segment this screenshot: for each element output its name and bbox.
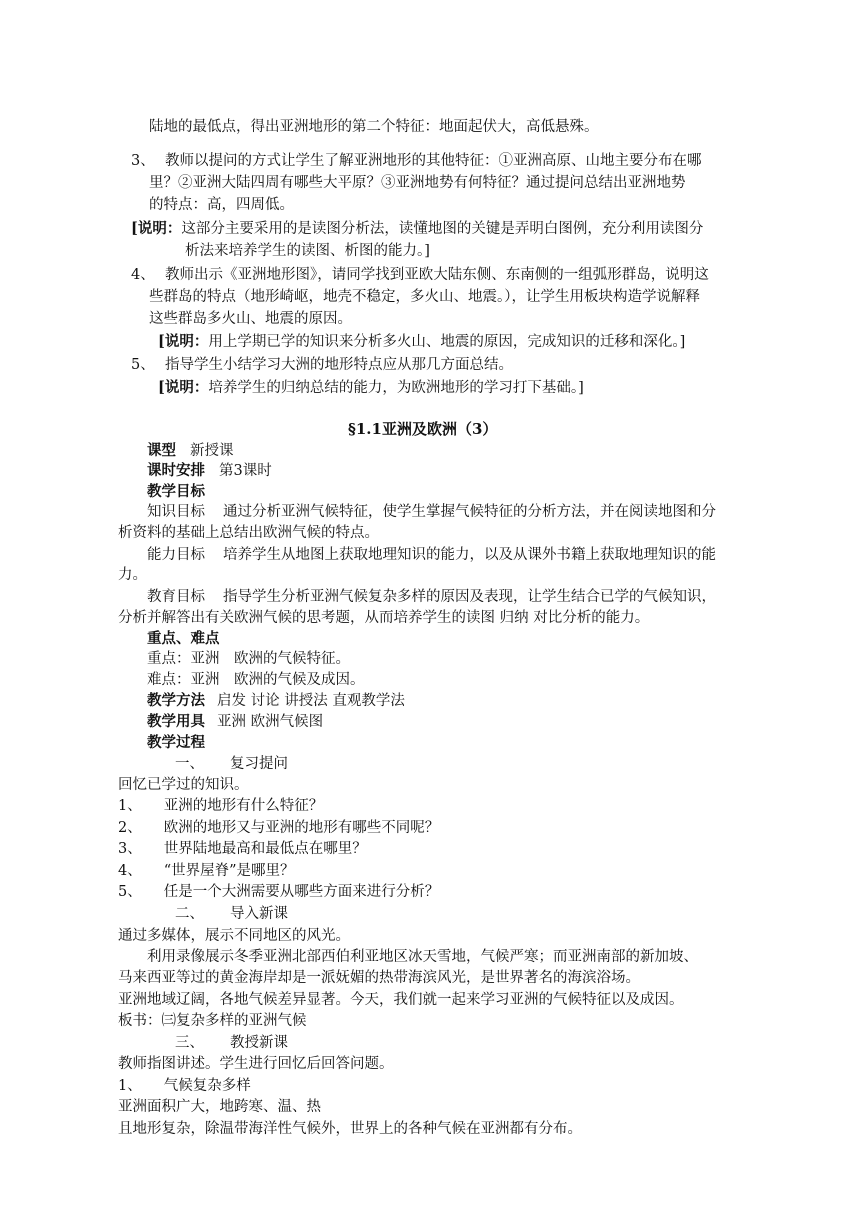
list-item-text: 这些群岛多火山、地震的原因。 bbox=[149, 311, 352, 327]
goal-label: 能力目标 bbox=[147, 547, 205, 563]
paragraph: 且地形复杂，除温带海洋性气候外，世界上的各种气候在亚洲都有分布。 bbox=[118, 1121, 582, 1137]
question-text: 欧洲的地形又与亚洲的地形有哪些不同呢？ bbox=[163, 820, 440, 836]
goal-text: 培养学生从地图上获取地理知识的能力，以及从课外书籍上获取地理知识的能 bbox=[223, 547, 716, 563]
note-line bbox=[158, 377, 584, 399]
note-text: 析法来培养学生的读图、析图的能力。] bbox=[185, 243, 430, 259]
question-text: 世界陆地最高和最低点在哪里？ bbox=[163, 841, 367, 857]
subsection-number: 1、 bbox=[118, 1078, 142, 1094]
paragraph: 马来西亚等过的黄金海岸却是一派妩媚的热带海滨风光，是世界著名的海滨浴场。 bbox=[118, 970, 640, 986]
key-point: 重点：亚洲 欧洲的气候特征。 bbox=[147, 651, 350, 667]
blackboard-note: 板书：㈢复杂多样的亚洲气候 bbox=[118, 1013, 307, 1029]
teaching-tools bbox=[147, 711, 323, 733]
step-heading bbox=[175, 1032, 288, 1054]
question-number: 3、 bbox=[118, 841, 142, 857]
list-item-text: 教师出示《亚洲地形图》，请同学找到亚欧大陆东侧、东南侧的一组弧形群岛，说明这 bbox=[165, 267, 709, 283]
question-item bbox=[118, 817, 439, 839]
step-number: 二、 bbox=[175, 906, 204, 922]
section-heading: 重点、难点 bbox=[147, 630, 220, 647]
question-item bbox=[118, 860, 295, 882]
list-item-text: 的特点：高，四周低。 bbox=[149, 197, 294, 213]
field-value: 启发 讨论 讲授法 直观教学法 bbox=[217, 693, 405, 709]
goal-text: 析资料的基础上总结出欧洲气候的特点。 bbox=[118, 525, 379, 541]
question-number: 1、 bbox=[118, 798, 142, 814]
subsection-heading bbox=[118, 1075, 251, 1097]
list-number: 4、 bbox=[131, 267, 155, 283]
note-label: [说明： bbox=[158, 379, 209, 396]
step-title: 教授新课 bbox=[230, 1035, 288, 1051]
field-label: 课型 bbox=[147, 442, 176, 459]
field-label: 教学方法 bbox=[147, 692, 205, 709]
paragraph: 亚洲地域辽阔，各地气候差异显著。今天，我们就一起来学习亚洲的气候特征以及成因。 bbox=[118, 992, 684, 1008]
difficult-point: 难点：亚洲 欧洲的气候及成因。 bbox=[147, 672, 365, 688]
step-heading bbox=[175, 753, 288, 775]
field-label: 教学用具 bbox=[147, 713, 205, 730]
field-value: 亚洲 欧洲气候图 bbox=[217, 714, 324, 730]
question-text: 任是一个大洲需要从哪些方面来进行分析？ bbox=[163, 884, 440, 900]
paragraph: 教师指图讲述。学生进行回忆后回答问题。 bbox=[118, 1056, 394, 1072]
list-item-text: 教师以提问的方式让学生了解亚洲地形的其他特征：①亚洲高原、山地主要分布在哪 bbox=[165, 153, 702, 169]
subsection-title: 气候复杂多样 bbox=[163, 1078, 251, 1094]
list-item-text: 里？②亚洲大陆四周有哪些大平原？③亚洲地势有何特征？通过提问总结出亚洲地势 bbox=[149, 175, 686, 191]
step-title: 导入新课 bbox=[230, 906, 288, 922]
question-text: “世界屋脊”是哪里？ bbox=[163, 863, 295, 879]
field-value: 第3课时 bbox=[219, 463, 272, 479]
lesson-schedule bbox=[147, 460, 272, 482]
paragraph-end: 陆地的最低点，得出亚洲地形的第二个特征：地面起伏大，高低悬殊。 bbox=[149, 119, 599, 135]
goal-ability bbox=[147, 544, 716, 566]
field-value: 新授课 bbox=[190, 443, 234, 459]
lesson-type bbox=[147, 440, 234, 462]
goal-text: 分析并解答出有关欧洲气候的思考题，从而培养学生的读图 归纳 对比分析的能力。 bbox=[118, 610, 650, 626]
goal-text: 指导学生分析亚洲气候复杂多样的原因及表现，让学生结合已学的气候知识， bbox=[223, 589, 716, 605]
note-line bbox=[131, 218, 703, 240]
goal-education bbox=[147, 586, 716, 608]
note-line bbox=[158, 331, 685, 353]
goal-text: 力。 bbox=[118, 567, 147, 583]
list-number: 5、 bbox=[131, 357, 155, 373]
field-label: 课时安排 bbox=[147, 462, 205, 479]
question-number: 2、 bbox=[118, 820, 142, 836]
goal-label: 教育目标 bbox=[147, 589, 205, 605]
paragraph: 回忆已学过的知识。 bbox=[118, 777, 249, 793]
step-number: 三、 bbox=[175, 1035, 204, 1051]
question-item bbox=[118, 795, 323, 817]
goal-text: 通过分析亚洲气候特征，使学生掌握气候特征的分析方法，并在阅读地图和分 bbox=[223, 504, 716, 520]
goal-knowledge bbox=[147, 501, 716, 523]
list-item-text: 指导学生小结学习大洲的地形特点应从那几方面总结。 bbox=[165, 357, 513, 373]
step-title: 复习提问 bbox=[230, 756, 288, 772]
step-number: 一、 bbox=[175, 756, 204, 772]
teaching-method bbox=[147, 690, 405, 712]
step-heading bbox=[175, 903, 288, 925]
note-text: 用上学期已学的知识来分析多火山、地震的原因，完成知识的迁移和深化。] bbox=[208, 334, 686, 350]
note-text: 这部分主要采用的是读图分析法，读懂地图的关键是弄明白图例，充分利用读图分 bbox=[181, 221, 704, 237]
question-number: 4、 bbox=[118, 863, 142, 879]
list-number: 3、 bbox=[131, 153, 155, 169]
section-heading: 教学过程 bbox=[147, 734, 205, 751]
question-item bbox=[118, 838, 367, 860]
section-heading: 教学目标 bbox=[147, 483, 205, 500]
question-number: 5、 bbox=[118, 884, 142, 900]
note-label: [说明： bbox=[158, 333, 209, 350]
lesson-title: §1.1亚洲及欧洲（3） bbox=[348, 420, 498, 438]
note-label: [说明： bbox=[131, 220, 182, 237]
paragraph: 亚洲面积广大，地跨寒、温、热 bbox=[118, 1099, 321, 1115]
question-item bbox=[118, 881, 439, 903]
list-item-text: 些群岛的特点（地形崎岖，地壳不稳定，多火山、地震。），让学生用板块构造学说解释 bbox=[149, 289, 700, 305]
note-text: 培养学生的归纳总结的能力，为欧洲地形的学习打下基础。] bbox=[208, 380, 584, 396]
question-text: 亚洲的地形有什么特征？ bbox=[163, 798, 324, 814]
paragraph: 利用录像展示冬季亚洲北部西伯利亚地区冰天雪地，气候严寒；而亚洲南部的新加坡、 bbox=[147, 949, 698, 965]
paragraph: 通过多媒体，展示不同地区的风光。 bbox=[118, 928, 350, 944]
goal-label: 知识目标 bbox=[147, 504, 205, 520]
